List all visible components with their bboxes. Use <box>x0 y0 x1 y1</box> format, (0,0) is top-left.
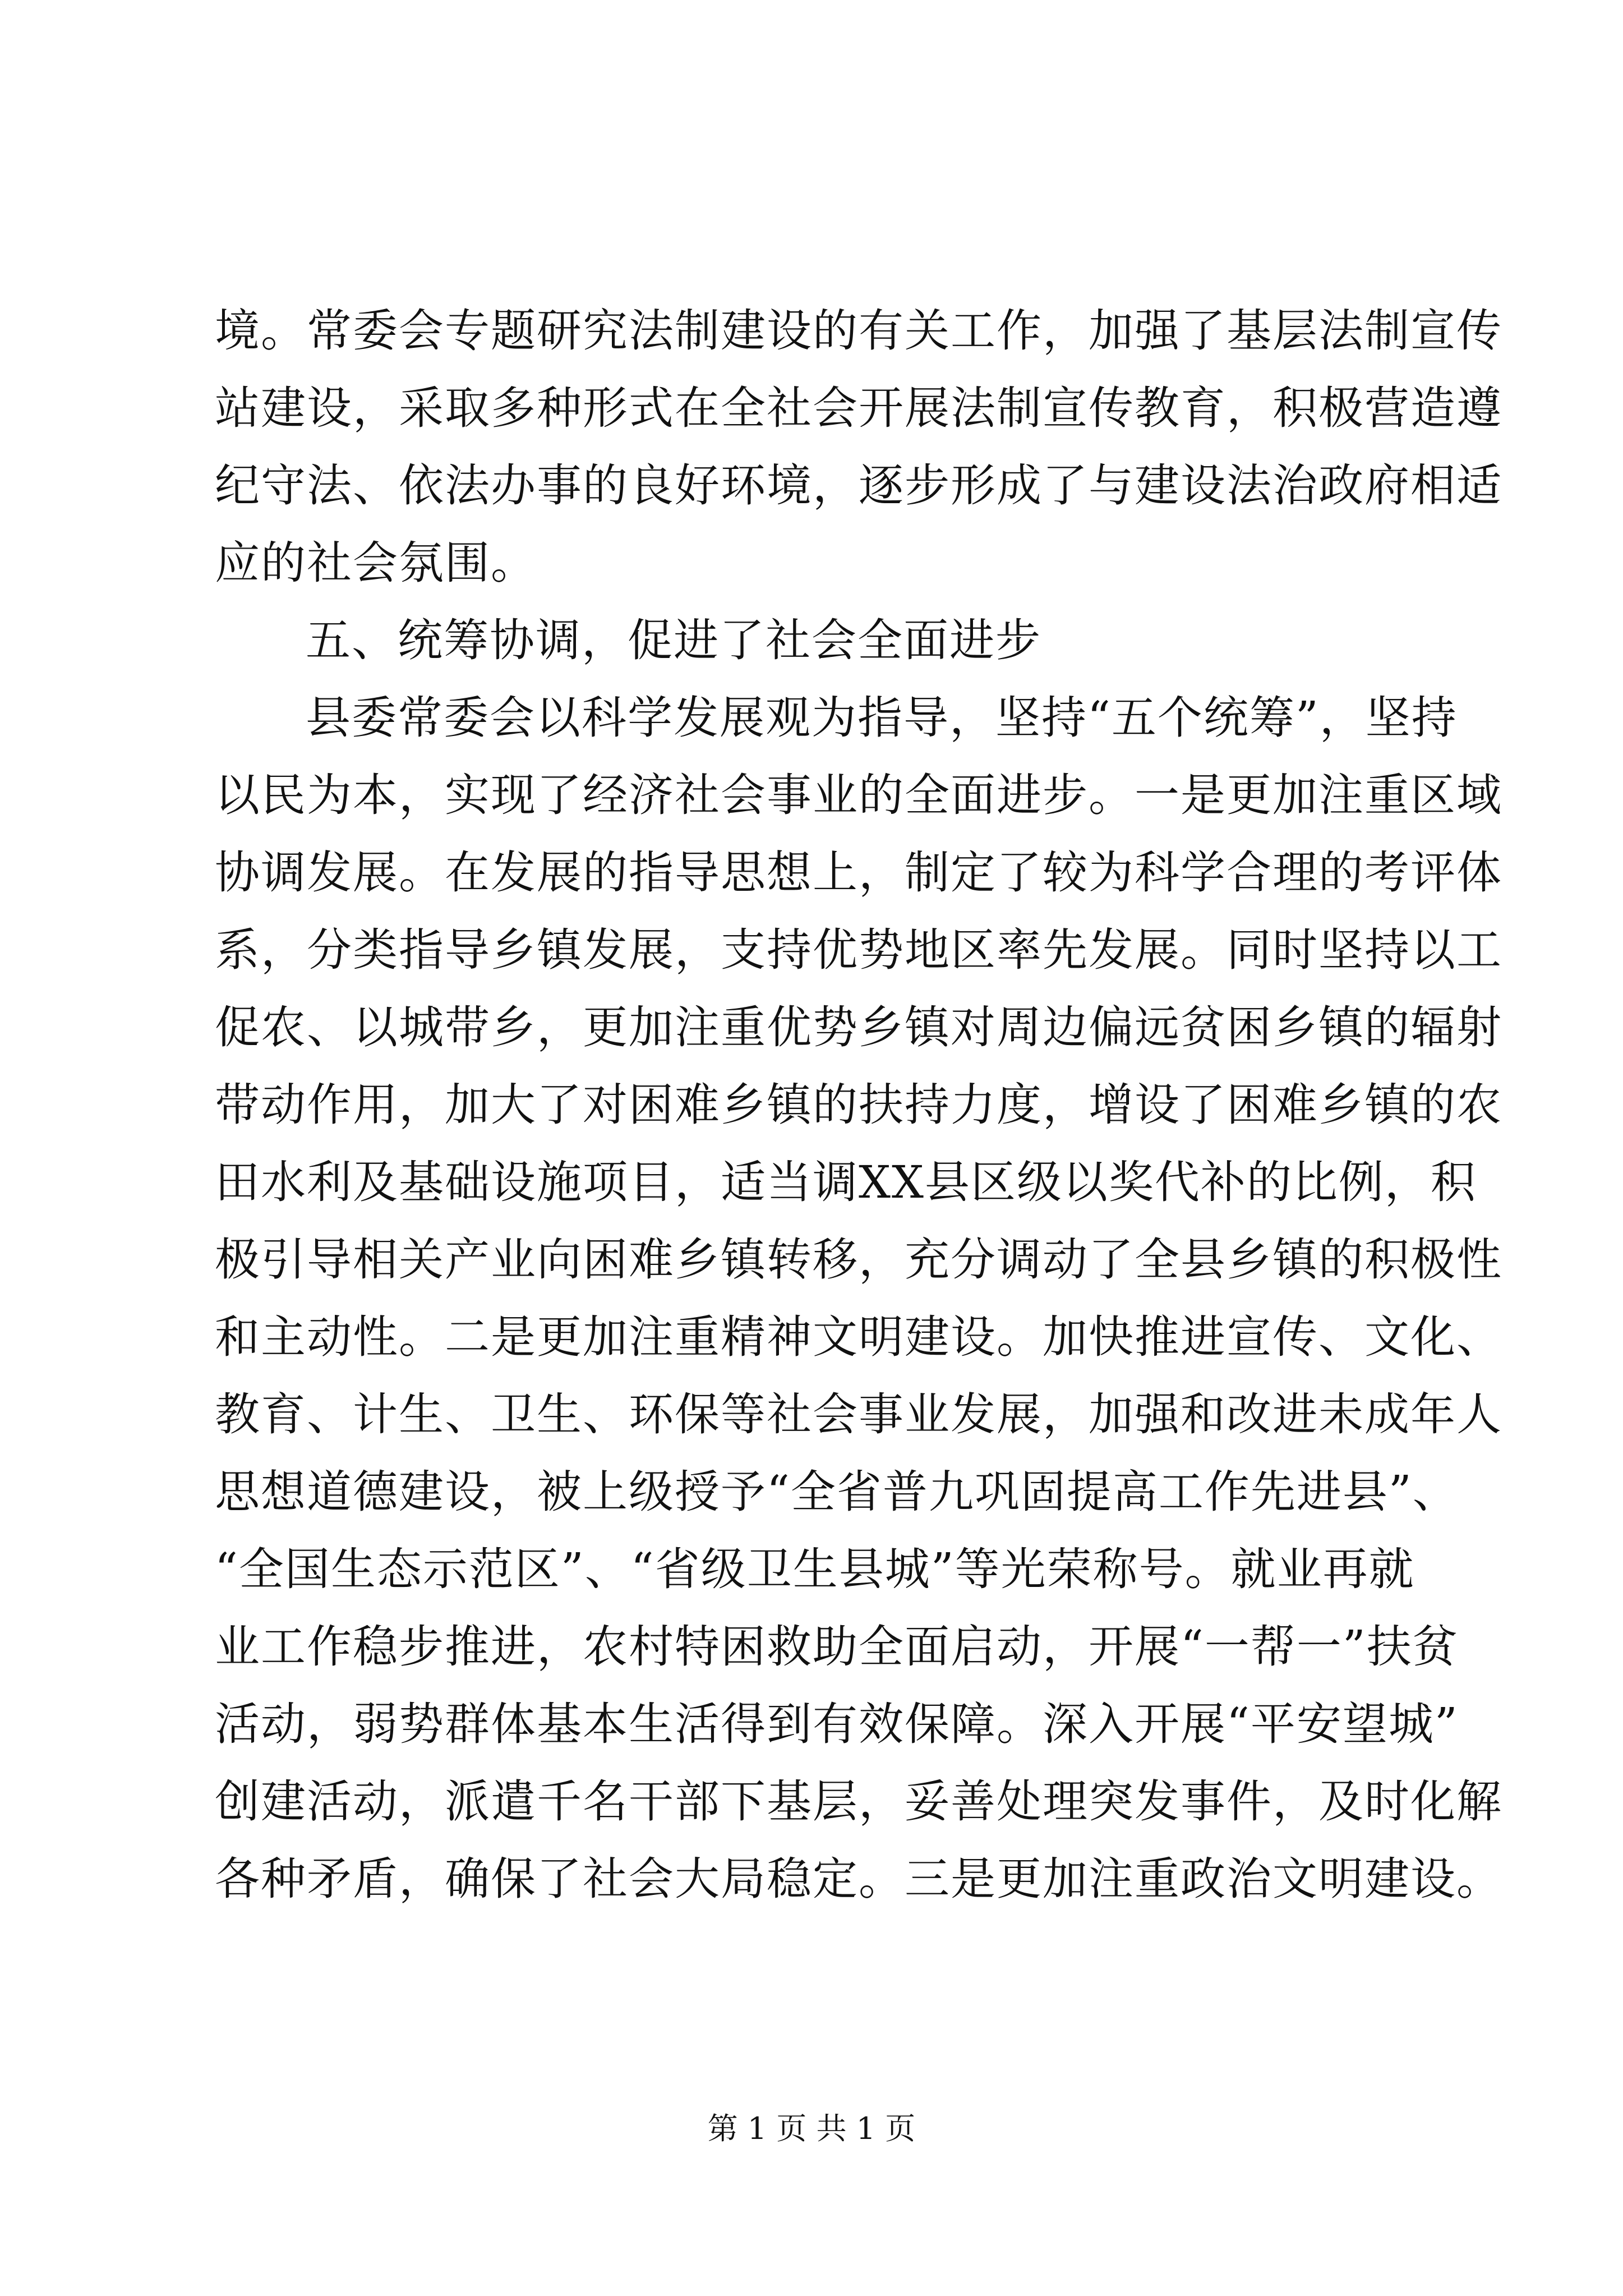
body-text-line: 田水利及基础设施项目，适当调XX县区级以奖代补的比例，积 <box>215 1156 1477 1208</box>
body-text-line: 各种矛盾，确保了社会大局稳定。三是更加注重政治文明建设。 <box>215 1853 1502 1905</box>
body-text-line: 带动作用，加大了对困难乡镇的扶持力度，增设了困难乡镇的农 <box>215 1079 1502 1131</box>
body-text-line: 活动，弱势群体基本生活得到有效保障。深入开展“平安望城” <box>215 1698 1459 1750</box>
body-text-line: 业工作稳步推进，农村特困救助全面启动，开展“一帮一”扶贫 <box>215 1621 1459 1673</box>
body-text-line: 思想道德建设，被上级授予“全省普九巩固提高工作先进县”、 <box>215 1466 1459 1518</box>
section-heading: 五、统筹协调，促进了社会全面进步 <box>306 614 1041 666</box>
body-text-line: 站建设，采取多种形式在全社会开展法制宣传教育，积极营造遵 <box>215 382 1502 434</box>
body-text-line: “全国生态示范区”、“省级卫生县城”等光荣称号。就业再就 <box>215 1543 1415 1595</box>
body-text-line: 境。常委会专题研究法制建设的有关工作，加强了基层法制宣传 <box>215 305 1502 357</box>
body-text-line: 极引导相关产业向困难乡镇转移，充分调动了全县乡镇的积极性 <box>215 1234 1502 1286</box>
body-text-line: 系，分类指导乡镇发展，支持优势地区率先发展。同时坚持以工 <box>215 924 1502 976</box>
body-text-line: 纪守法、依法办事的良好环境，逐步形成了与建设法治政府相适 <box>215 459 1502 512</box>
body-text-line: 和主动性。二是更加注重精神文明建设。加快推进宣传、文化、 <box>215 1311 1502 1363</box>
body-text-line: 教育、计生、卫生、环保等社会事业发展，加强和改进未成年人 <box>215 1388 1502 1441</box>
body-text-line: 协调发展。在发展的指导思想上，制定了较为科学合理的考评体 <box>215 846 1502 899</box>
body-text-line: 以民为本，实现了经济社会事业的全面进步。一是更加注重区域 <box>215 769 1502 821</box>
body-text-line: 县委常委会以科学发展观为指导，坚持“五个统筹”，坚持 <box>306 692 1458 744</box>
body-text-line: 应的社会氛围。 <box>215 537 537 589</box>
body-text-line: 促农、以城带乡，更加注重优势乡镇对周边偏远贫困乡镇的辐射 <box>215 1001 1502 1053</box>
body-text-line: 创建活动，派遣千名干部下基层，妥善处理突发事件，及时化解 <box>215 1775 1502 1828</box>
page-footer: 第 1 页 共 1 页 <box>707 2111 916 2146</box>
